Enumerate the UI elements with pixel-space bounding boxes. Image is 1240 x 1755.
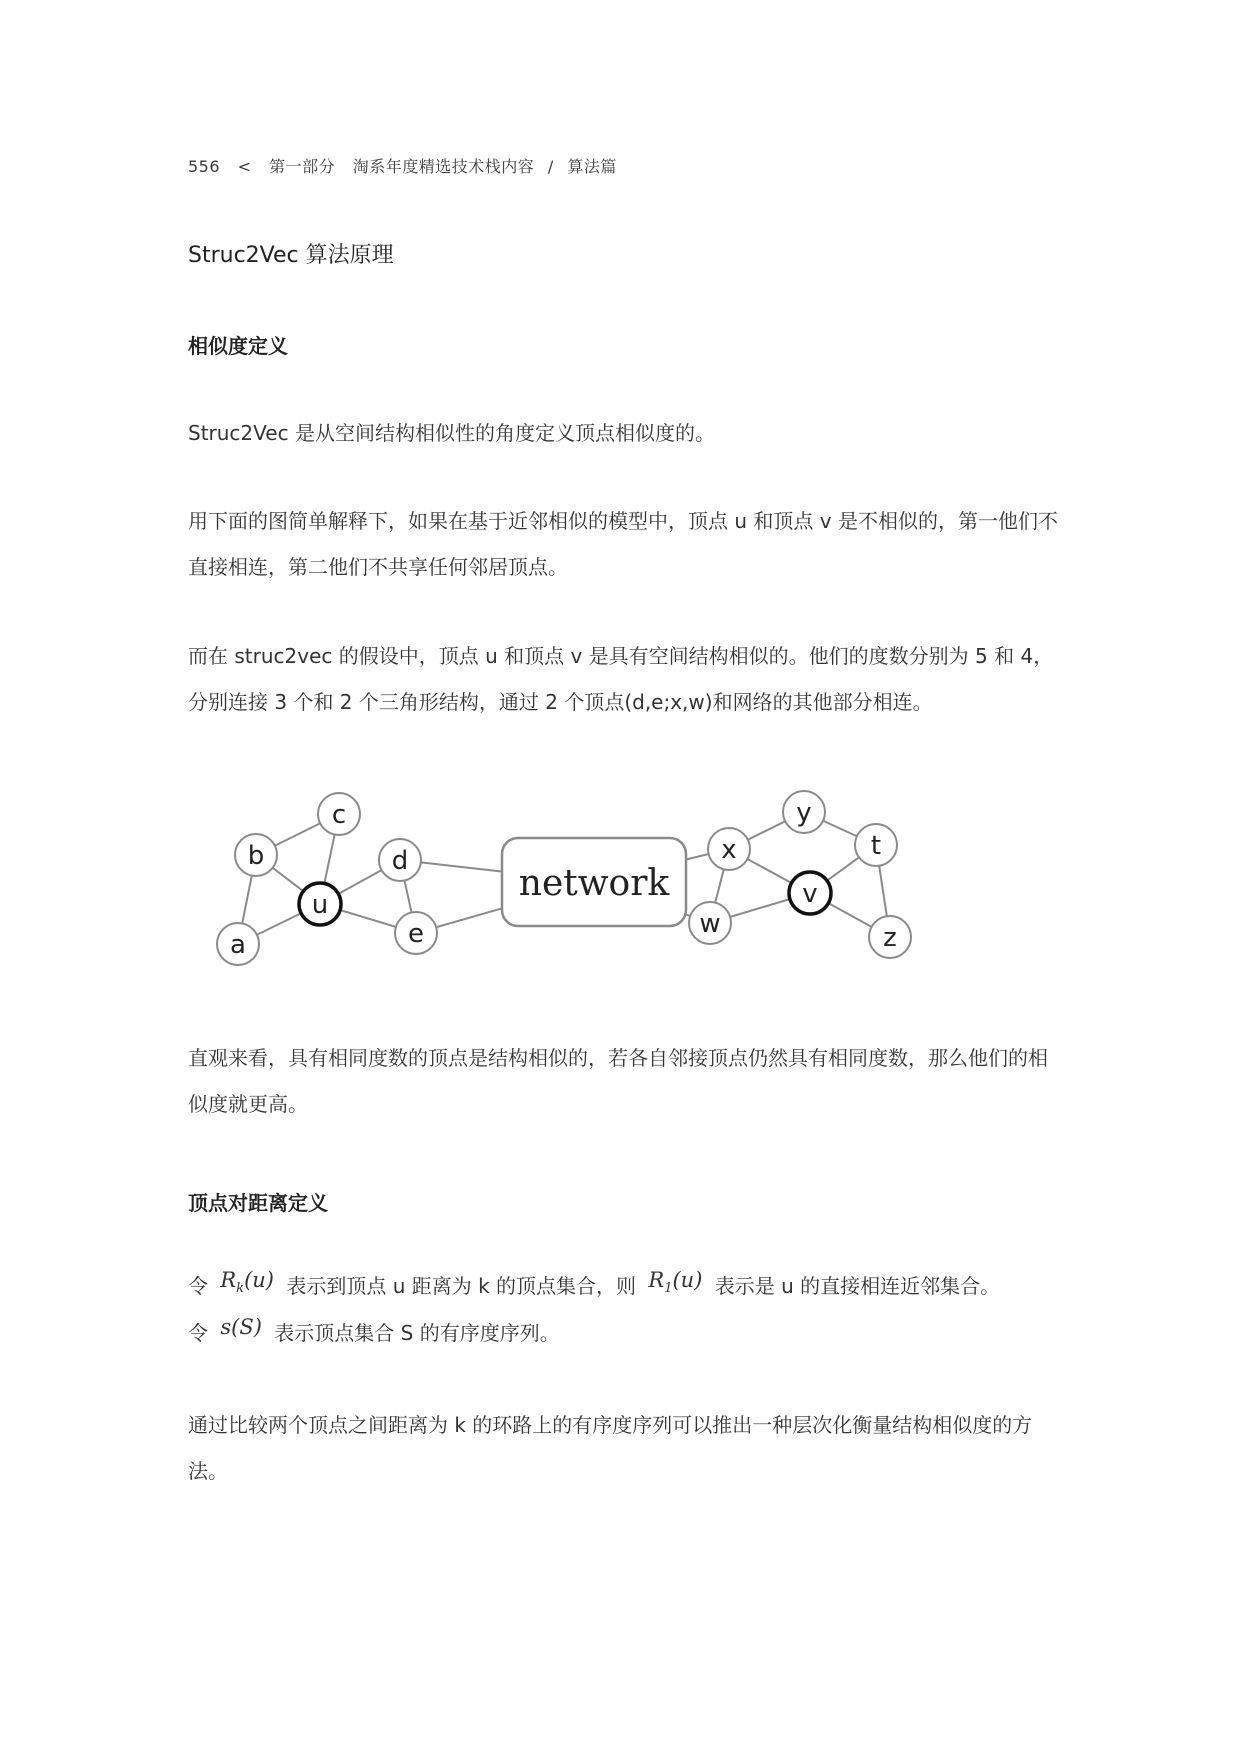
- graph-node-e: [395, 912, 437, 954]
- graph-node-label-w: w: [699, 909, 721, 939]
- math-rk-formula: [220, 1268, 274, 1297]
- graph-node-d: [379, 839, 421, 881]
- header-separator: <: [237, 157, 252, 176]
- math-rk-arg: (u): [244, 1268, 274, 1292]
- network-box: [502, 838, 686, 926]
- distance-paragraph-last: 通过比较两个顶点之间距离为 k 的环路上的有序度序列可以推出一种层次化衡量结构相似度的方法。: [188, 1413, 1033, 1483]
- header-slash: /: [547, 157, 554, 176]
- math-rk-sub: k: [236, 1281, 245, 1297]
- distance-heading: 顶点对距离定义: [188, 1191, 328, 1215]
- graph-node-label-z: z: [883, 923, 897, 953]
- graph-node-t: [855, 824, 897, 866]
- page-header: [188, 154, 629, 177]
- distance-line-2: [188, 1310, 1088, 1356]
- part-label: 第一部分: [269, 157, 336, 176]
- page-number: 556: [188, 157, 221, 176]
- graph-node-label-e: e: [408, 919, 424, 949]
- line1-prefix: 令: [188, 1274, 208, 1298]
- graph-node-a: [217, 923, 259, 965]
- similarity-paragraph-1: Struc2Vec 是从空间结构相似性的角度定义顶点相似度的。: [188, 421, 715, 445]
- graph-node-label-a: a: [230, 930, 246, 960]
- line1-suffix: 表示是 u 的直接相连近邻集合。: [714, 1274, 1001, 1298]
- graph-node-label-t: t: [870, 831, 882, 861]
- graph-node-w: [689, 902, 731, 944]
- math-rk-base: R: [220, 1268, 237, 1292]
- math-s-formula: s(S): [220, 1315, 262, 1339]
- graph-node-c: [318, 793, 360, 835]
- math-r1-arg: (u): [672, 1268, 703, 1292]
- similarity-heading: 相似度定义: [188, 334, 288, 358]
- graph-node-b: [235, 834, 277, 876]
- network-label: network: [518, 863, 670, 904]
- graph-node-z: [869, 916, 911, 958]
- similarity-paragraph-4: 直观来看，具有相同度数的顶点是结构相似的，若各自邻接顶点仍然具有相同度数，那么他们的相似度就更高。: [188, 1046, 1048, 1116]
- graph-node-u: [299, 883, 341, 925]
- network-graph-figure: [205, 770, 1005, 990]
- graph-node-label-v: v: [802, 879, 818, 909]
- graph-node-v: [789, 872, 831, 914]
- math-r1-base: R: [648, 1268, 665, 1292]
- math-r1-formula: [648, 1268, 703, 1297]
- graph-node-label-d: d: [391, 846, 409, 876]
- similarity-paragraph-2: 用下面的图简单解释下，如果在基于近邻相似的模型中，顶点 u 和顶点 v 是不相似的，第一他们不直接相连，第二他们不共享任何邻居顶点。: [188, 509, 1058, 579]
- graph-node-label-u: u: [311, 890, 329, 920]
- line2-prefix: 令: [188, 1321, 208, 1345]
- graph-node-label-c: c: [331, 800, 347, 830]
- graph-node-label-y: y: [796, 798, 812, 828]
- graph-node-label-b: b: [247, 841, 265, 871]
- similarity-paragraph-3: 而在 struc2vec 的假设中，顶点 u 和顶点 v 是具有空间结构相似的。他们的度数分别为 5 和 4，分别连接 3 个和 2 个三角形结构，通过 2 个顶点(d,e;x,w)和网络的其他部分相连。: [188, 644, 1054, 714]
- section-title: Struc2Vec 算法原理: [188, 243, 394, 268]
- line1-middle: 表示到顶点 u 距离为 k 的顶点集合，则: [286, 1274, 637, 1298]
- line2-suffix: 表示顶点集合 S 的有序度序列。: [274, 1321, 560, 1345]
- chapter-label: 算法篇: [567, 157, 617, 176]
- graph-node-x: [708, 828, 750, 870]
- book-title: 淘系年度精选技术栈内容: [352, 157, 535, 176]
- math-r1-sub: 1: [664, 1281, 673, 1297]
- graph-node-y: [783, 791, 825, 833]
- graph-node-label-x: x: [721, 835, 737, 865]
